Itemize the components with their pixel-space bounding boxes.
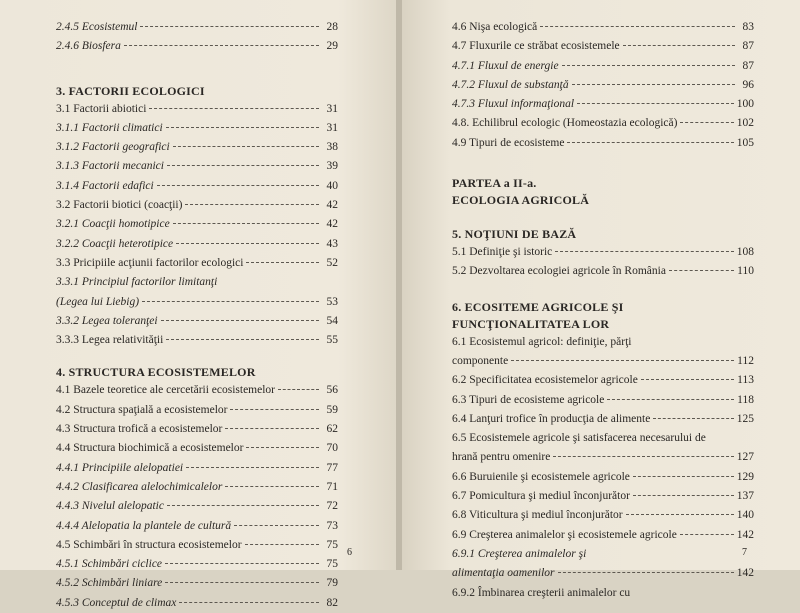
dot-leader — [157, 185, 319, 186]
toc-entry-page: 105 — [736, 136, 754, 149]
toc-entry-6-5 — [452, 448, 754, 467]
toc-entry-page: 43 — [326, 237, 338, 250]
chapter-5-heading: 5. NOŢIUNI DE BAZĂ — [452, 227, 577, 242]
toc-entry — [452, 95, 754, 114]
toc-entry-title: 4.5.2 Schimbări liniare — [56, 577, 163, 590]
toc-entry-6-9-1-line1: 6.9.1 Creşterea animalelor şi — [452, 547, 587, 560]
toc-entry-title: 6.9 Creşterea animalelor şi ecosistemele agricole — [452, 528, 677, 541]
toc-entry — [56, 555, 338, 574]
dot-leader — [179, 602, 319, 603]
dot-leader — [166, 127, 319, 128]
toc-entry — [56, 196, 338, 215]
toc-entry-page: 71 — [326, 480, 338, 493]
toc-entry-page: 53 — [326, 295, 338, 308]
toc-entry-title: 3.1.1 Factorii climatici — [56, 121, 163, 134]
dot-leader — [166, 339, 319, 340]
toc-entry-page: 118 — [737, 393, 754, 406]
toc-entry-title: 3.3 Pricipiile acţiunii factorilor ecologici — [56, 256, 244, 269]
toc-entry — [452, 114, 754, 133]
dot-leader — [653, 418, 733, 419]
toc-entry-3-3-1-line1: 3.3.1 Principiul factorilor limitanţi — [56, 276, 218, 289]
toc-entry-title: hrană pentru omenire — [452, 451, 551, 464]
right-page — [402, 0, 800, 599]
left-toc — [56, 18, 338, 613]
dot-leader — [176, 243, 319, 244]
dot-leader — [680, 534, 734, 535]
toc-entry-title: 3.1.3 Factorii mecanici — [56, 160, 164, 173]
toc-entry — [56, 497, 338, 516]
toc-entry — [56, 312, 338, 331]
dot-leader — [641, 379, 734, 380]
toc-entry — [452, 487, 754, 506]
dot-leader — [167, 165, 319, 166]
toc-entry-title: 3.2.2 Coacţii heterotipice — [56, 237, 174, 250]
toc-entry-title: componente — [452, 354, 509, 367]
toc-entry-page: 29 — [326, 40, 338, 53]
toc-entry — [56, 459, 338, 478]
toc-entry — [452, 391, 754, 410]
toc-entry-page: 77 — [326, 461, 338, 474]
toc-entry-title: 3.2 Factorii biotici (coacţii) — [56, 199, 183, 212]
toc-entry-page: 56 — [326, 384, 338, 397]
toc-entry — [56, 157, 338, 176]
right-top-entries — [452, 18, 754, 153]
toc-entry-page: 140 — [736, 509, 754, 522]
dot-leader — [607, 399, 734, 400]
toc-entry — [56, 177, 338, 196]
chapter-6-heading-line1: 6. ECOSITEME AGRICOLE ŞI — [452, 299, 624, 314]
dot-leader — [567, 142, 733, 143]
toc-entry-3-3-1 — [56, 293, 338, 312]
toc-entry-page: 82 — [326, 596, 338, 609]
toc-entry-page: 70 — [326, 442, 338, 455]
toc-entry-title: 3.1.4 Factorii edafici — [56, 179, 154, 192]
toc-entry — [56, 478, 338, 497]
toc-entry — [452, 506, 754, 525]
toc-entry-page: 142 — [736, 567, 754, 580]
toc-entry-page: 142 — [736, 528, 754, 541]
toc-entry-page: 83 — [742, 21, 754, 33]
toc-entry-title: 4.4.2 Clasificarea alelochimicalelor — [56, 480, 223, 493]
toc-entry-title: 5.2 Dezvoltarea ecologiei agricole în România — [452, 265, 666, 278]
dot-leader — [633, 495, 734, 496]
toc-entry-title: 4.4.4 Alelopatia la plantele de cultură — [56, 519, 232, 532]
dot-leader — [572, 84, 735, 85]
toc-entry-page: 100 — [736, 98, 754, 111]
dot-leader — [246, 447, 319, 448]
dot-leader — [142, 301, 319, 302]
toc-entry — [56, 100, 338, 119]
toc-entry-title: 4.5 Schimbări în structura ecosistemelor — [56, 538, 242, 551]
chapter-4-heading: 4. STRUCTURA ECOSISTEMELOR — [56, 365, 256, 380]
toc-entry — [56, 138, 338, 157]
toc-entry — [452, 243, 754, 262]
toc-entry-page: 40 — [326, 179, 338, 192]
dot-leader — [669, 270, 734, 271]
toc-entry-6-9-1 — [452, 564, 754, 583]
dot-leader — [540, 26, 735, 27]
dot-leader — [165, 582, 319, 583]
toc-entry-page: 110 — [737, 265, 754, 278]
page-number: 6 — [347, 547, 352, 558]
part-2-heading-line1: PARTEA a II-a. — [452, 176, 537, 191]
toc-entry — [56, 594, 338, 613]
left-page — [0, 0, 398, 609]
toc-entry — [56, 536, 338, 555]
toc-entry — [452, 18, 754, 37]
toc-entry-page: 38 — [326, 141, 338, 154]
toc-entry — [56, 420, 338, 439]
dot-leader — [185, 204, 319, 205]
toc-entry-title: 4.3 Structura trofică a ecosistemelor — [56, 423, 223, 436]
dot-leader — [577, 103, 734, 104]
dot-leader — [124, 45, 319, 46]
toc-entry — [452, 468, 754, 487]
toc-entry — [452, 371, 754, 390]
toc-entry-page: 42 — [326, 199, 338, 212]
toc-entry — [56, 439, 338, 458]
toc-entry-title: 4.4.3 Nivelul alelopatic — [56, 500, 164, 513]
toc-entry-title: 4.5.1 Schimbări ciclice — [56, 558, 163, 571]
toc-entry — [56, 37, 338, 56]
toc-entry-page: 39 — [326, 160, 338, 173]
dot-leader — [626, 514, 734, 515]
toc-entry-page: 112 — [737, 354, 754, 367]
toc-entry-title: 6.8 Viticultura şi mediul înconjurător — [452, 509, 623, 522]
dot-leader — [173, 223, 319, 224]
toc-entry-title: 4.4 Structura biochimică a ecosistemelor — [56, 442, 244, 455]
dot-leader — [161, 320, 319, 321]
toc-entry-page: 59 — [326, 403, 338, 416]
toc-entry-title: 3.3.3 Legea relativităţii — [56, 334, 164, 347]
dot-leader — [165, 563, 319, 564]
dot-leader — [225, 486, 319, 487]
page-number: 7 — [742, 547, 747, 558]
dot-leader — [680, 122, 733, 123]
toc-entry-title: 3.1.2 Factorii geografici — [56, 141, 170, 154]
chapter-3-heading: 3. FACTORII ECOLOGICI — [56, 83, 205, 98]
toc-entry-title: 6.6 Buruienile şi ecosistemele agricole — [452, 470, 630, 483]
toc-entry-page: 54 — [326, 314, 338, 327]
toc-entry-page: 87 — [742, 40, 754, 53]
toc-entry-page: 137 — [736, 490, 754, 503]
toc-entry-title: 4.4.1 Principiile alelopatiei — [56, 461, 184, 474]
toc-entry-title: 4.9 Tipuri de ecosisteme — [452, 136, 565, 149]
toc-entry-title: 4.8. Echilibrul ecologic (Homeostazia ecologică) — [452, 117, 678, 130]
dot-leader — [225, 428, 319, 429]
toc-entry-page: 72 — [326, 500, 338, 513]
toc-entry-page: 31 — [326, 102, 338, 115]
dot-leader — [234, 525, 319, 526]
toc-entry — [56, 517, 338, 536]
toc-entry — [452, 134, 754, 153]
toc-entry-title: 6.2 Specificitatea ecosistemelor agricole — [452, 374, 638, 387]
toc-entry-title: 5.1 Definiţie şi istoric — [452, 246, 553, 259]
toc-entry-6-1-line1: 6.1 Ecosistemul agricol: definiţie, părţi — [452, 335, 632, 348]
chapter-3-entries-after — [56, 312, 338, 351]
toc-entry-page: 42 — [326, 218, 338, 231]
toc-entry-title: 2.4.6 Biosfera — [56, 40, 121, 53]
toc-entry-page: 52 — [326, 256, 338, 269]
chapter-5-entries — [452, 243, 754, 282]
toc-entry-title: 3.2.1 Coacţii homotipice — [56, 218, 170, 231]
toc-entry-page: 55 — [326, 334, 338, 347]
toc-entry-title: 3.1 Factorii abiotici — [56, 102, 147, 115]
toc-entry-title: alimentaţia oamenilor — [452, 567, 555, 580]
dot-leader — [173, 146, 319, 147]
chapter-6-entries — [452, 371, 754, 429]
dot-leader — [562, 65, 735, 66]
toc-entry-title: (Legea lui Liebig) — [56, 295, 140, 308]
toc-entry — [452, 262, 754, 281]
toc-entry — [56, 401, 338, 420]
toc-entry-title: 6.3 Tipuri de ecosisteme agricole — [452, 393, 605, 406]
toc-entry-6-5-line1: 6.5 Ecosistemele agricole şi satisfacerea necesarului de — [452, 432, 706, 445]
dot-leader — [140, 26, 319, 27]
toc-entry — [452, 410, 754, 429]
toc-entry — [56, 574, 338, 593]
toc-entry-title: 4.1 Bazele teoretice ale cercetării ecosistemelor — [56, 384, 276, 397]
toc-entry — [452, 76, 754, 95]
toc-entry-page: 79 — [326, 577, 338, 590]
toc-entry-title: 4.7.2 Fluxul de substanţă — [452, 78, 569, 91]
toc-entry — [56, 235, 338, 254]
toc-entry-page: 129 — [736, 470, 754, 483]
dot-leader — [555, 251, 733, 252]
dot-leader — [633, 476, 734, 477]
toc-entry-page: 125 — [736, 412, 754, 425]
dot-leader — [245, 544, 319, 545]
toc-entry-page: 28 — [326, 21, 338, 33]
toc-entry-page: 75 — [326, 538, 338, 551]
dot-leader — [167, 505, 319, 506]
toc-entry-page: 102 — [736, 117, 754, 130]
toc-entry-title: 4.5.3 Conceptul de climax — [56, 596, 177, 609]
toc-entry-title: 6.4 Lanţuri trofice în producţia de alimente — [452, 412, 651, 425]
toc-entry-page: 87 — [742, 59, 754, 72]
dot-leader — [149, 108, 319, 109]
toc-entry-title: 3.3.2 Legea toleranţei — [56, 314, 158, 327]
toc-entry — [56, 331, 338, 350]
dot-leader — [246, 262, 319, 263]
toc-entry-page: 75 — [326, 558, 338, 571]
chapter-3-entries — [56, 100, 338, 274]
toc-entry — [56, 215, 338, 234]
chapter-6-heading-line2: FUNCŢIONALITATEA LOR — [452, 316, 610, 331]
dot-leader — [553, 456, 733, 457]
dot-leader — [623, 45, 735, 46]
chapter-4-entries — [56, 381, 338, 613]
toc-entry-title: 4.6 Nişa ecologică — [452, 21, 538, 33]
toc-entry-page: 113 — [737, 374, 754, 387]
part-2-heading-line2: ECOLOGIA AGRICOLĂ — [452, 193, 590, 208]
toc-entry-title: 4.7 Fluxurile ce străbat ecosistemele — [452, 40, 620, 53]
toc-entry — [452, 37, 754, 56]
dot-leader — [186, 467, 319, 468]
toc-entry-title: 4.2 Structura spaţială a ecosistemelor — [56, 403, 228, 416]
right-toc — [452, 18, 754, 603]
toc-entry-6-1 — [452, 352, 754, 371]
toc-entry-page: 96 — [742, 78, 754, 91]
toc-entry-title: 2.4.5 Ecosistemul — [56, 21, 138, 33]
toc-entry-page: 62 — [326, 423, 338, 436]
toc-entry-page: 31 — [326, 121, 338, 134]
toc-entry — [56, 381, 338, 400]
toc-entry-6-9-2-line1: 6.9.2 Îmbinarea creşterii animalelor cu — [452, 586, 631, 599]
toc-entry — [56, 254, 338, 273]
toc-entry-title: 4.7.3 Fluxul informaţional — [452, 98, 575, 111]
toc-entry-page: 73 — [326, 519, 338, 532]
toc-entry-page: 108 — [736, 246, 754, 259]
toc-entry-title: 4.7.1 Fluxul de energie — [452, 59, 559, 72]
dot-leader — [511, 360, 734, 361]
toc-entry — [56, 119, 338, 138]
dot-leader — [558, 572, 734, 573]
dot-leader — [230, 409, 319, 410]
toc-entry — [452, 57, 754, 76]
chapter-6-entries-b — [452, 468, 754, 545]
toc-entry — [452, 526, 754, 545]
left-top-entries — [56, 18, 338, 57]
toc-entry — [56, 18, 338, 37]
dot-leader — [278, 389, 319, 390]
toc-entry-page: 127 — [736, 451, 754, 464]
toc-entry-title: 6.7 Pomicultura şi mediul înconjurător — [452, 490, 630, 503]
